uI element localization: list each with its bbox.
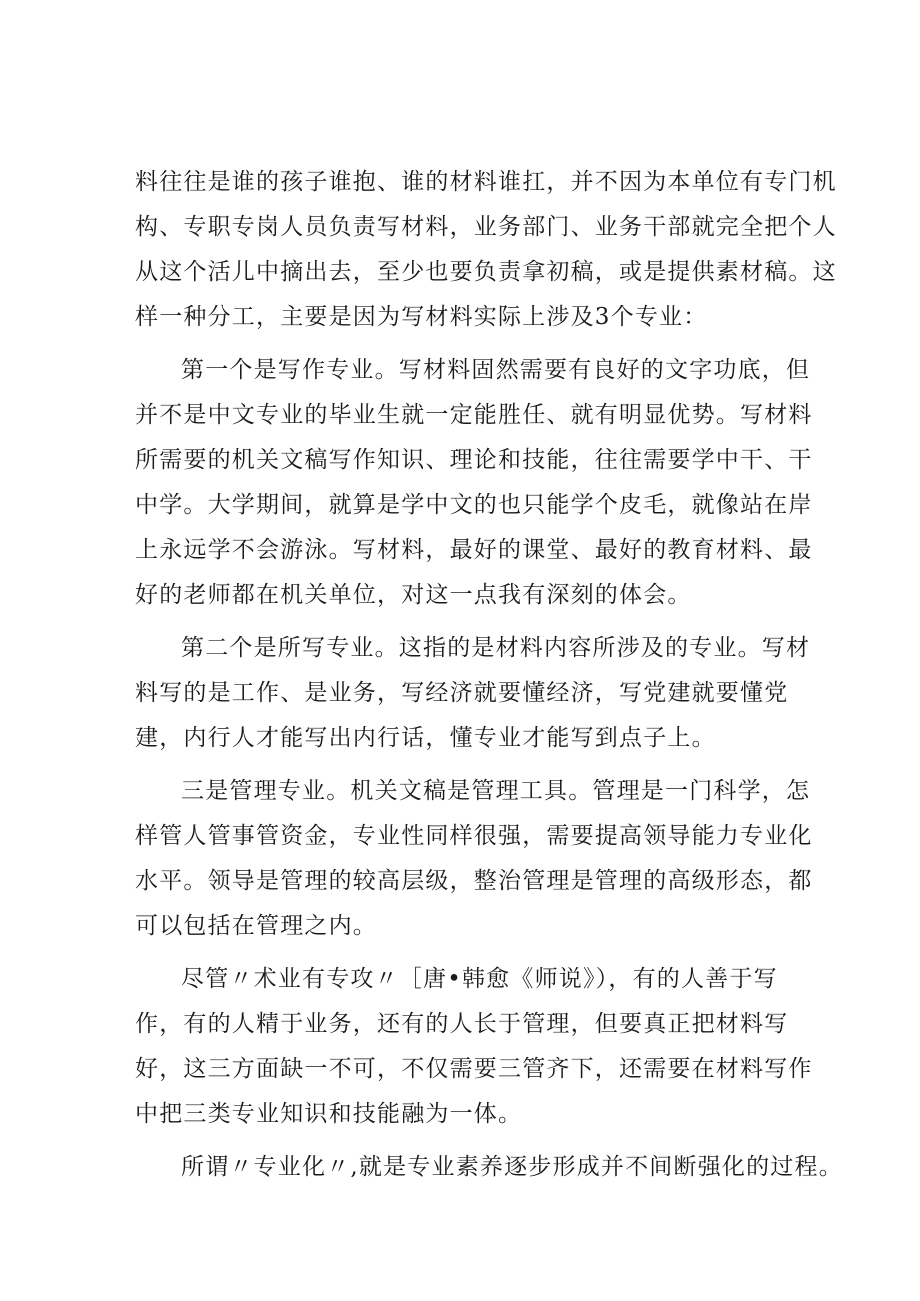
text-line: 构、专职专岗人员负责写材料，业务部门、业务干部就完全把个人 bbox=[135, 214, 837, 240]
text-line: 水平。领导是管理的较高层级，整治管理是管理的高级形态，都 bbox=[135, 868, 813, 894]
text-line: 三是管理专业。机关文稿是管理工具。管理是一门科学，怎 bbox=[181, 778, 811, 804]
text-line: 料往往是谁的孩子谁抱、谁的材料谁扛，并不因为本单位有专门机 bbox=[135, 169, 837, 195]
paragraph-integration bbox=[135, 957, 835, 1137]
text-line: 尽管〃术业有专攻〃［唐•韩愈《师说》），有的人善于写 bbox=[181, 966, 778, 992]
text-line: 中学。大学期间，就算是学中文的也只能学个皮毛，就像站在岸 bbox=[135, 492, 813, 518]
text-line: 料写的是工作、是业务，写经济就要懂经济，写党建就要懂党 bbox=[135, 680, 789, 706]
text-line: 作，有的人精于业务，还有的人长于管理，但要真正把材料写 bbox=[135, 1011, 789, 1037]
paragraph-continuation bbox=[135, 160, 835, 340]
text-line: 从这个活儿中摘出去，至少也要负责拿初稿，或是提供素材稿。这 bbox=[135, 259, 837, 285]
text-line: 第一个是写作专业。写材料固然需要有良好的文字功底，但 bbox=[181, 357, 811, 383]
text-line: 并不是中文专业的毕业生就一定能胜任、就有明显优势。写材料 bbox=[135, 402, 813, 428]
body-text bbox=[135, 160, 843, 1198]
text-line: 所需要的机关文稿写作知识、理论和技能，往往需要学中干、干 bbox=[135, 447, 813, 473]
text-line: 好，这三方面缺一不可，不仅需要三管齐下，还需要在材料写作 bbox=[135, 1056, 813, 1082]
text-line: 样管人管事管资金，专业性同样很强，需要提高领导能力专业化 bbox=[135, 823, 813, 849]
paragraph-management-profession bbox=[135, 769, 835, 949]
text-line: 上永远学不会游泳。写材料，最好的课堂、最好的教育材料、最 bbox=[135, 537, 813, 563]
text-line: 好的老师都在机关单位，对这一点我有深刻的体会。 bbox=[135, 582, 692, 608]
paragraph-writing-profession bbox=[135, 348, 835, 618]
text-line: 所谓〃专业化〃,就是专业素养逐步形成并不间断强化的过程。 bbox=[181, 1154, 843, 1180]
text-line: 建，内行人才能写出内行话，懂专业才能写到点子上。 bbox=[135, 725, 716, 751]
paragraph-specialization bbox=[135, 1145, 843, 1190]
text-line: 可以包括在管理之内。 bbox=[135, 913, 377, 939]
text-line: 第二个是所写专业。这指的是材料内容所涉及的专业。写材 bbox=[181, 635, 811, 661]
text-line: 中把三类专业知识和技能融为一体。 bbox=[135, 1101, 523, 1127]
text-line: 样一种分工，主要是因为写材料实际上涉及3个专业： bbox=[135, 304, 708, 330]
paragraph-subject-profession bbox=[135, 626, 835, 761]
